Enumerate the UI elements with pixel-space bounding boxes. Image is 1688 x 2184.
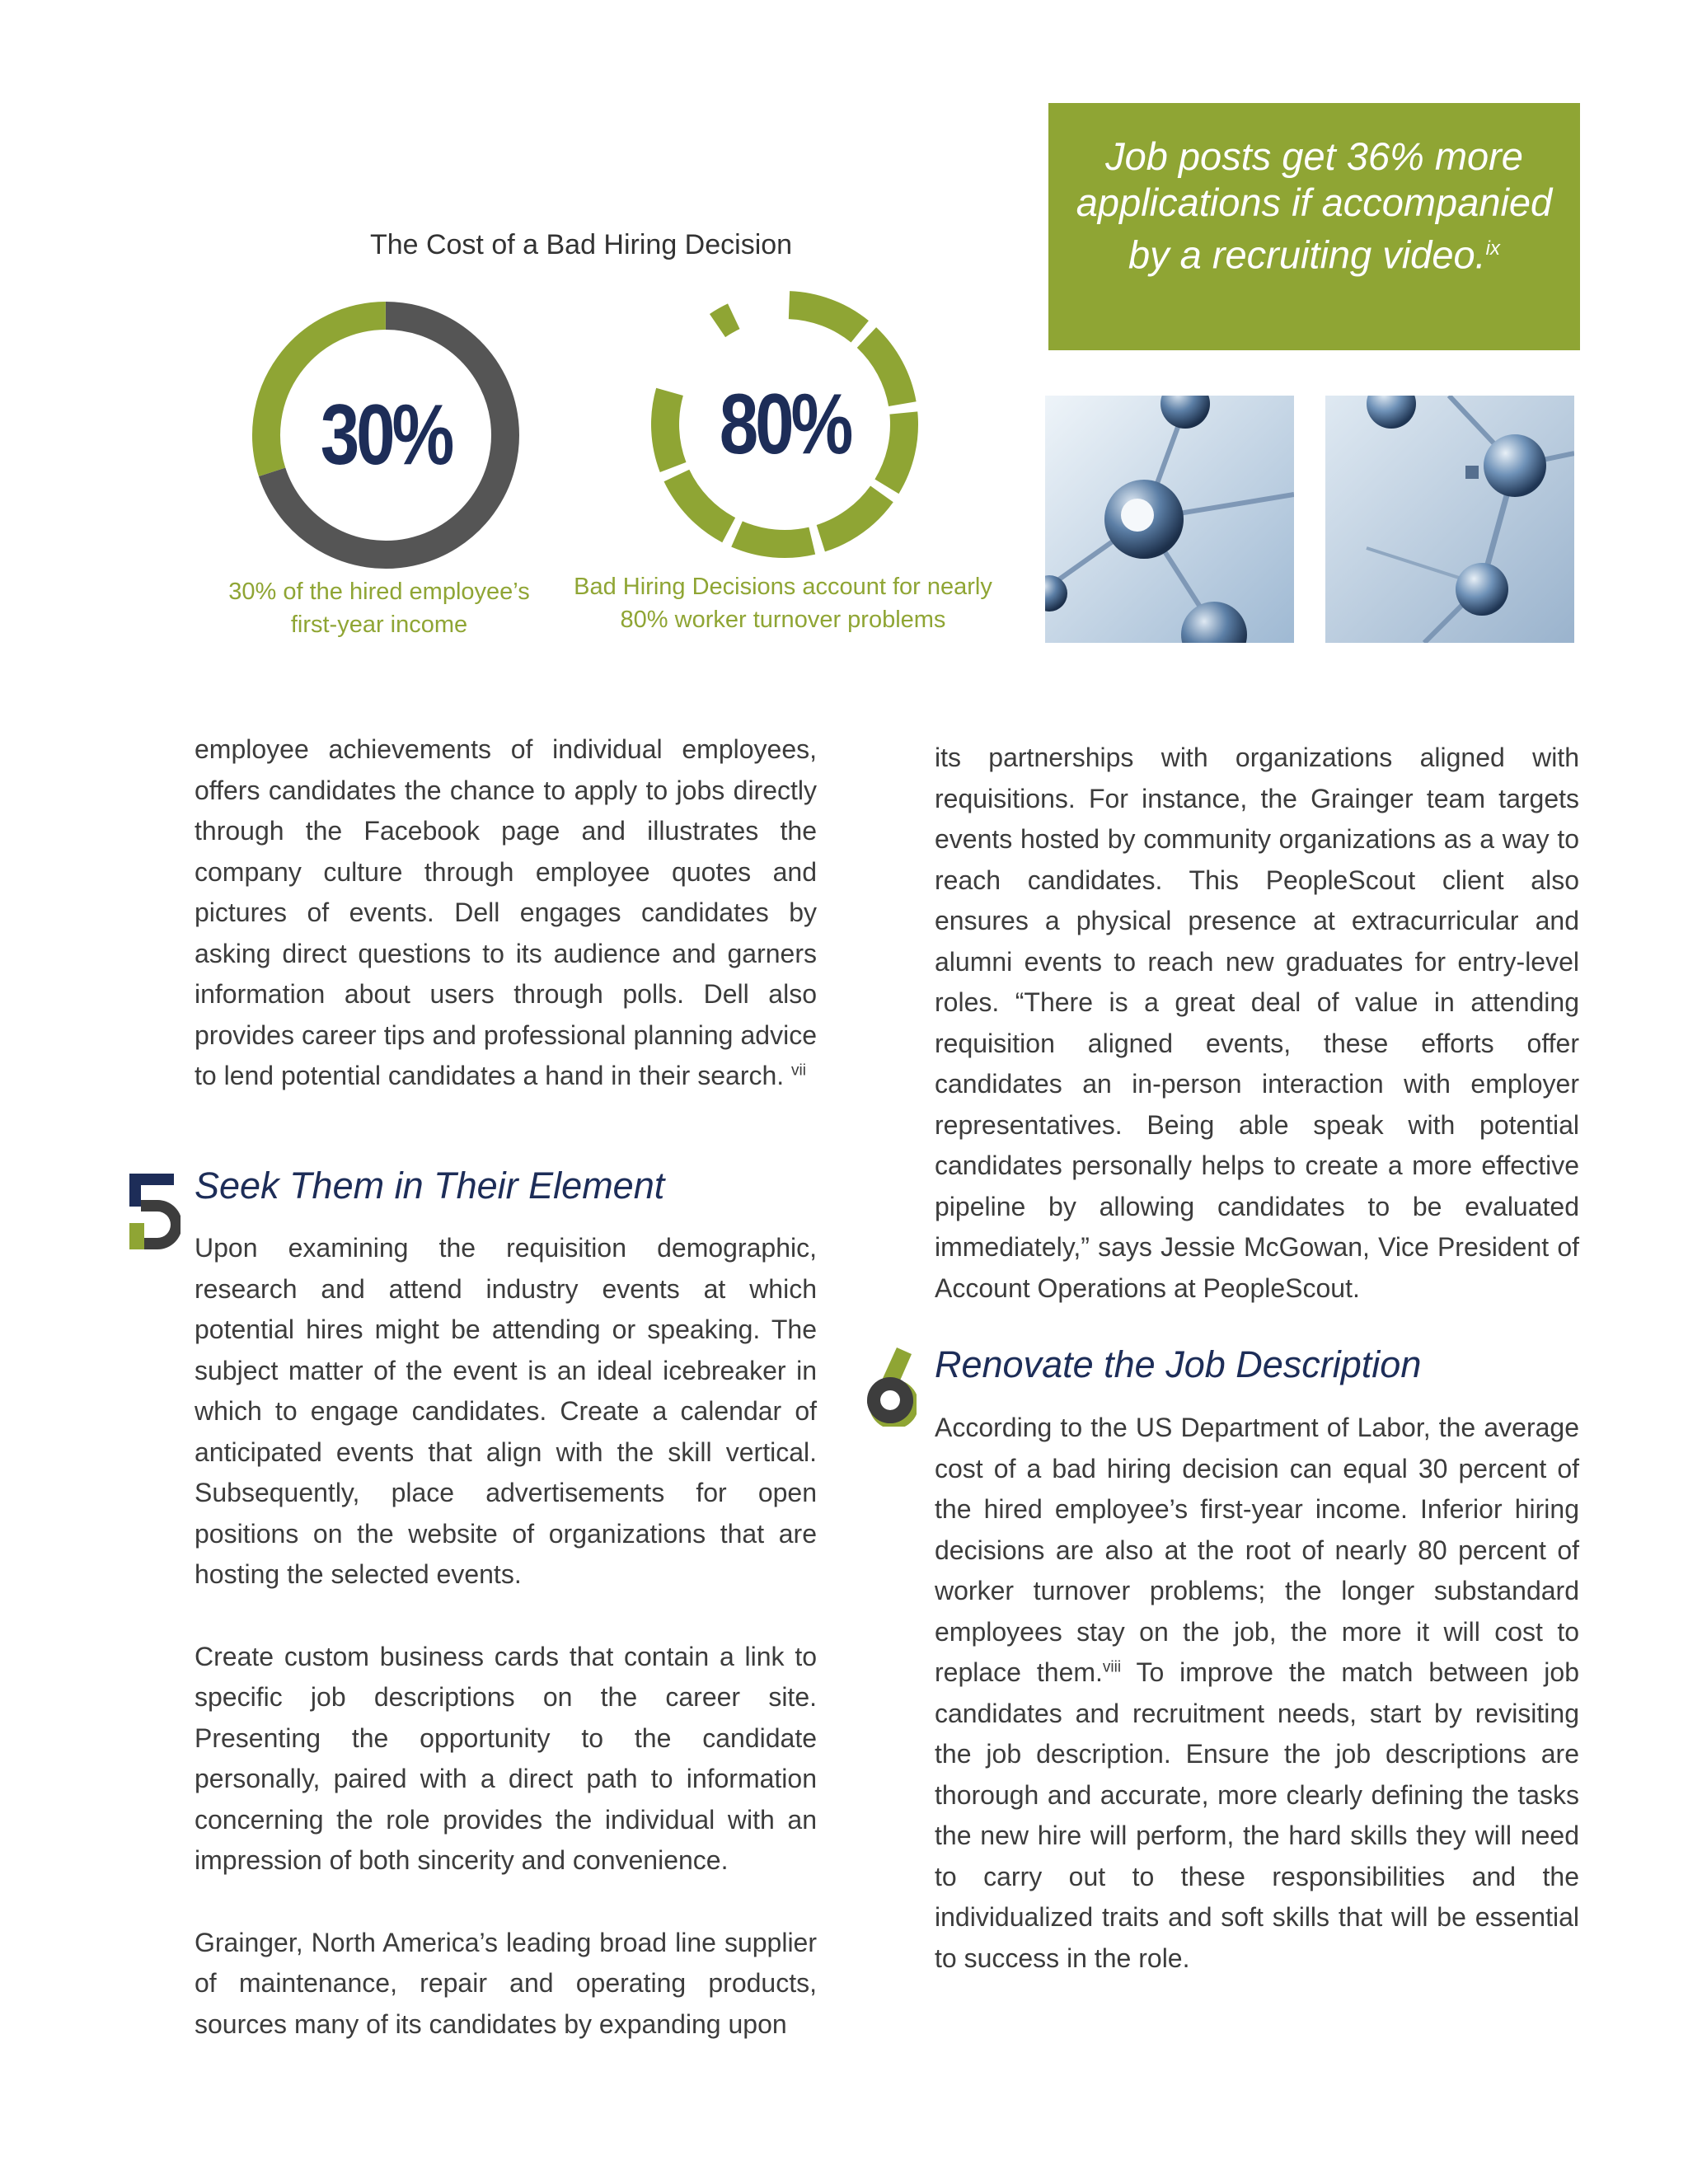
chart-title: The Cost of a Bad Hiring Decision — [369, 229, 793, 260]
callout-footnote-ref: ix — [1485, 237, 1500, 260]
number-5-icon — [128, 1172, 181, 1251]
molecule-illustration — [1325, 396, 1574, 643]
paragraph — [195, 729, 817, 1097]
callout-box — [1048, 103, 1580, 350]
right-column — [935, 738, 1579, 1309]
footnote-ref: vii — [791, 1062, 806, 1080]
paragraph-text: employee achievements of individual employees, offers candidates the chance to apply to jobs directly through the Facebook page and illustrates the company culture through employee quotes and pictures of events. Dell engages candidates by asking direct questions to its audience and garners information about users through polls. Dell also provides career tips and professional planning advice to lend potential candidates a hand in their search. — [195, 734, 817, 1090]
paragraph — [935, 1408, 1579, 1979]
paragraph: Grainger, North America’s leading broad line supplier of maintenance, repair and operating products, sources many of its candidates by expanding upon — [195, 1927, 817, 2039]
number-6-icon — [864, 1347, 917, 1427]
left-column — [195, 729, 817, 1097]
molecule-illustration — [1045, 396, 1294, 643]
left-column-cont — [195, 1228, 817, 2045]
donut-caption-30 — [198, 575, 560, 641]
caption-line: 80% worker turnover problems — [620, 607, 946, 633]
paragraph: Create custom business cards that contain a link to specific job descriptions on the career site. Presenting the opportunity to the candidate personally, paired with a direct path to information concerning the role provides the individual with an impression of both sincerity and convenience. — [195, 1641, 817, 1875]
callout-sentence: Job posts get 36% more applications if accompanied by a recruiting video. — [1076, 134, 1553, 277]
caption-line: first-year income — [290, 612, 468, 638]
donut-value-80: 80% — [719, 376, 851, 472]
section-5-heading: Seek Them in Their Element — [195, 1165, 665, 1207]
molecule-image-left — [1045, 396, 1294, 643]
donut-chart-80 — [645, 284, 925, 565]
section-6-heading: Renovate the Job Description — [935, 1343, 1422, 1385]
paragraph: its partnerships with organizations aligned with requisitions. For instance, the Grainger team targets events hosted by community organizations as a way to reach candidates. This PeopleScout client also ensures a physical presence at extracurricular and alumni events to reach new graduates for entry-level roles. “There is a great deal of value in attending requisition aligned events, these efforts offer candidates an in-person interaction with employer representatives. Being able speak with potential candidates personally helps to create a more effective pipeline by allowing candidates to be evaluated immediately,” says Jessie McGowan, Vice President of Account Operations at PeopleScout. — [935, 743, 1579, 1303]
paragraph-text: To improve the match between job candidates and recruitment needs, start by revisiting the job description. Ensure the job descriptions are thorough and accurate, more clearly defining the tasks the new hire will perform, the hard skills they will need to carry out to these responsibilities and the individualized traits and soft skills that will be essential to success in the role. — [935, 1657, 1580, 1973]
footnote-ref: viii — [1102, 1658, 1122, 1676]
donut-caption-80 — [544, 570, 1022, 636]
caption-line: Bad Hiring Decisions account for nearly — [574, 574, 992, 600]
paragraph-text: According to the US Department of Labor, the average cost of a bad hiring decision can equal 30 percent of the hired employee’s first-year income. Inferior hiring decisions are also at the root of nearly 80 percent of worker turnover problems; the longer substandard employees stay on the job, the more it will cost to replace them. — [935, 1413, 1579, 1687]
caption-line: 30% of the hired employee’s — [228, 579, 530, 605]
donut-chart-30 — [246, 295, 526, 575]
paragraph: Upon examining the requisition demographic, research and attend industry events at which potential hires might be attending or speaking. The subject matter of the event is an ideal icebreaker in which to engage candidates. Create a calendar of anticipated events that align with the skill vertical. Subsequently, place advertisements for open positions on the website of organizations that are hosting the selected events. — [195, 1233, 817, 1589]
callout-text — [1067, 134, 1562, 279]
donut-value-30: 30% — [320, 387, 452, 483]
right-column-cont — [935, 1408, 1579, 1979]
molecule-image-right — [1325, 396, 1574, 643]
